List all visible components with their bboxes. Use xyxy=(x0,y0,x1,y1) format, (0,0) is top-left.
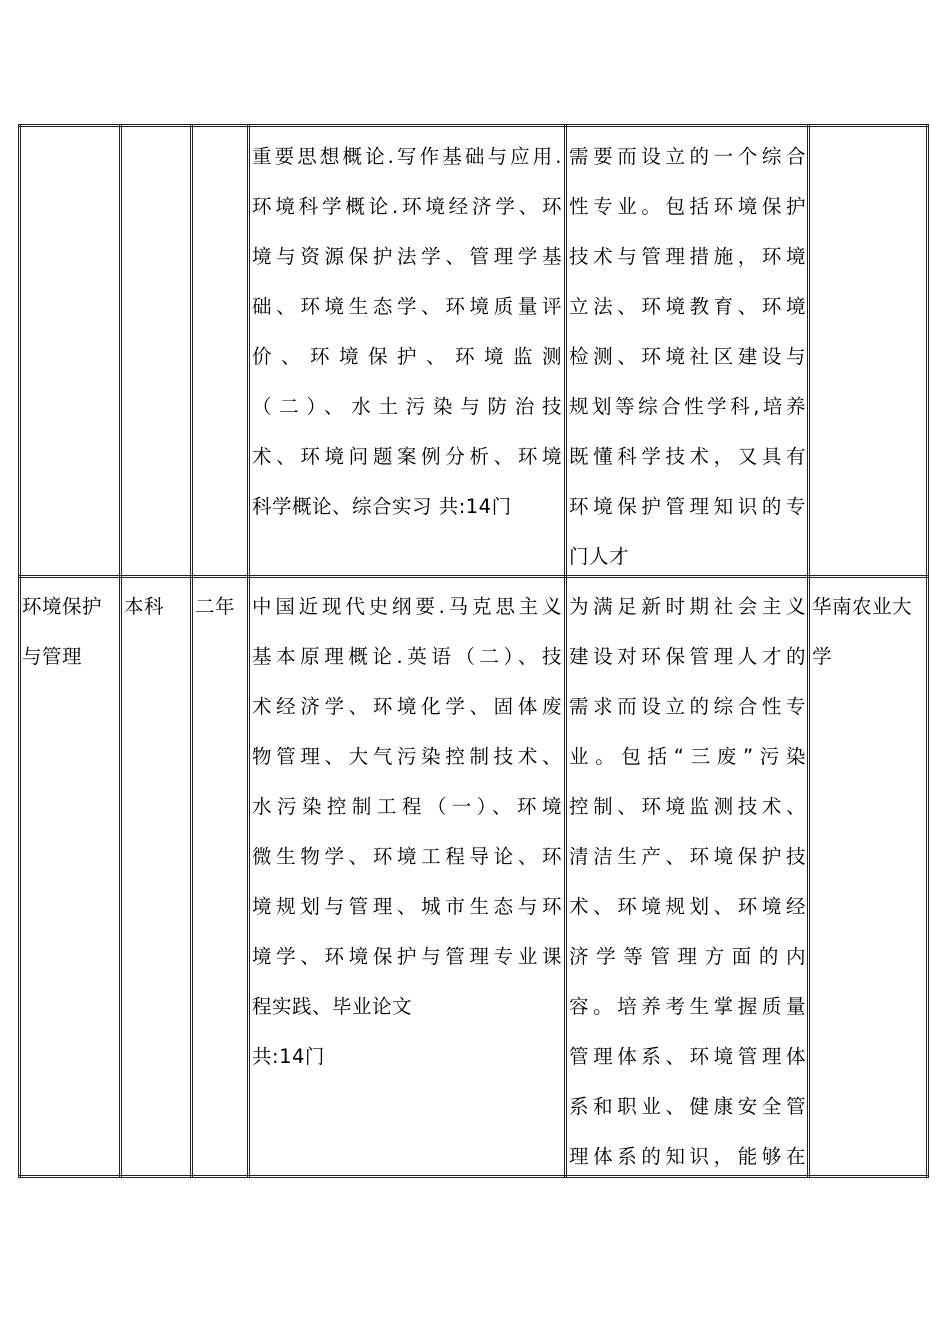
table-border-right xyxy=(926,124,929,1178)
major-line: 与管理 xyxy=(22,645,83,668)
description-line: 既懂科学技术，又具有 xyxy=(569,445,806,468)
duration-text: 二年 xyxy=(195,595,236,618)
description-line: 建设对环保管理人才的 xyxy=(569,645,806,668)
course-line: 水污染控制工程（一）、环境 xyxy=(252,795,562,818)
col-divider-major xyxy=(119,124,122,1178)
description-line: 理体系的知识，能够在 xyxy=(569,1145,806,1168)
table-border-top xyxy=(18,124,929,127)
course-line: 微生物学、环境工程导论、环 xyxy=(252,845,562,868)
major-line: 环境保护 xyxy=(22,595,103,618)
description-line: 需求而设立的综合性专 xyxy=(569,695,806,718)
description-line: 性专业。包括环境保护 xyxy=(569,195,806,218)
course-line: 术经济学、环境化学、固体废 xyxy=(252,695,562,718)
course-line: 础、环境生态学、环境质量评 xyxy=(252,295,562,318)
col-divider-level xyxy=(190,124,193,1178)
school-line: 华南农业大 xyxy=(812,595,913,618)
col-divider-courses xyxy=(564,124,567,1178)
course-line: 中国近现代史纲要.马克思主义 xyxy=(252,595,562,618)
school-cell xyxy=(812,582,924,682)
description-line: 术、环境规划、环境经 xyxy=(569,895,806,918)
description-line: 检测、环境社区建设与 xyxy=(569,345,806,368)
description-line: 业。包括“三废”污染 xyxy=(569,745,806,768)
course-line: 价 、 环 境 保 护 、 环 境 监 测 xyxy=(252,345,562,368)
description-line: 容。培养考生掌握质量 xyxy=(569,995,806,1018)
course-line: 术、环境问题案例分析、环境 xyxy=(252,445,562,468)
description-line: 济 学 等 管 理 方 面 的 内 xyxy=(569,945,806,968)
description-line: 需要而设立的一个综合 xyxy=(569,145,806,168)
course-line: 重要思想概论.写作基础与应用. xyxy=(252,145,562,168)
description-line: 控制、环境监测技术、 xyxy=(569,795,806,818)
description-line: 规划等综合性学科,培养 xyxy=(569,395,806,418)
course-line: 科学概论、综合实习 共:14门 xyxy=(252,495,512,518)
course-line: 基本原理概论.英语（二）、技 xyxy=(252,645,562,668)
course-line: 程实践、毕业论文 xyxy=(252,995,413,1018)
course-line: 共:14门 xyxy=(252,1045,325,1068)
description-cell xyxy=(569,582,806,1182)
course-line: 物管理、大气污染控制技术、 xyxy=(252,745,562,768)
document-table xyxy=(18,124,929,1178)
course-line: 环境科学概论.环境经济学、环 xyxy=(252,195,562,218)
major-cell xyxy=(22,582,118,682)
course-line: 境规划与管理、城市生态与环 xyxy=(252,895,562,918)
courses-cell xyxy=(252,582,562,1082)
description-line: 清洁生产、环境保护技 xyxy=(569,845,806,868)
col-divider-duration xyxy=(247,124,250,1178)
level-cell xyxy=(124,582,188,632)
description-line: 门人才 xyxy=(569,545,630,568)
description-line: 系和职业、健康安全管 xyxy=(569,1095,806,1118)
level-text: 本科 xyxy=(124,595,165,618)
courses-cell xyxy=(252,132,562,532)
description-line: 立法、环境教育、环境 xyxy=(569,295,806,318)
duration-cell xyxy=(195,582,245,632)
description-cell xyxy=(569,132,806,582)
col-divider-description xyxy=(807,124,810,1178)
description-line: 环境保护管理知识的专 xyxy=(569,495,806,518)
school-line: 学 xyxy=(812,645,833,668)
table-border-left xyxy=(18,124,21,1178)
course-line: 境学、环境保护与管理专业课 xyxy=(252,945,562,968)
description-line: 技术与管理措施，环境 xyxy=(569,245,806,268)
description-line: 管理体系、环境管理体 xyxy=(569,1045,806,1068)
course-line: （二）、水土污染与防治技 xyxy=(252,395,562,418)
course-line: 境与资源保护法学、管理学基 xyxy=(252,245,562,268)
description-line: 为满足新时期社会主义 xyxy=(569,595,806,618)
